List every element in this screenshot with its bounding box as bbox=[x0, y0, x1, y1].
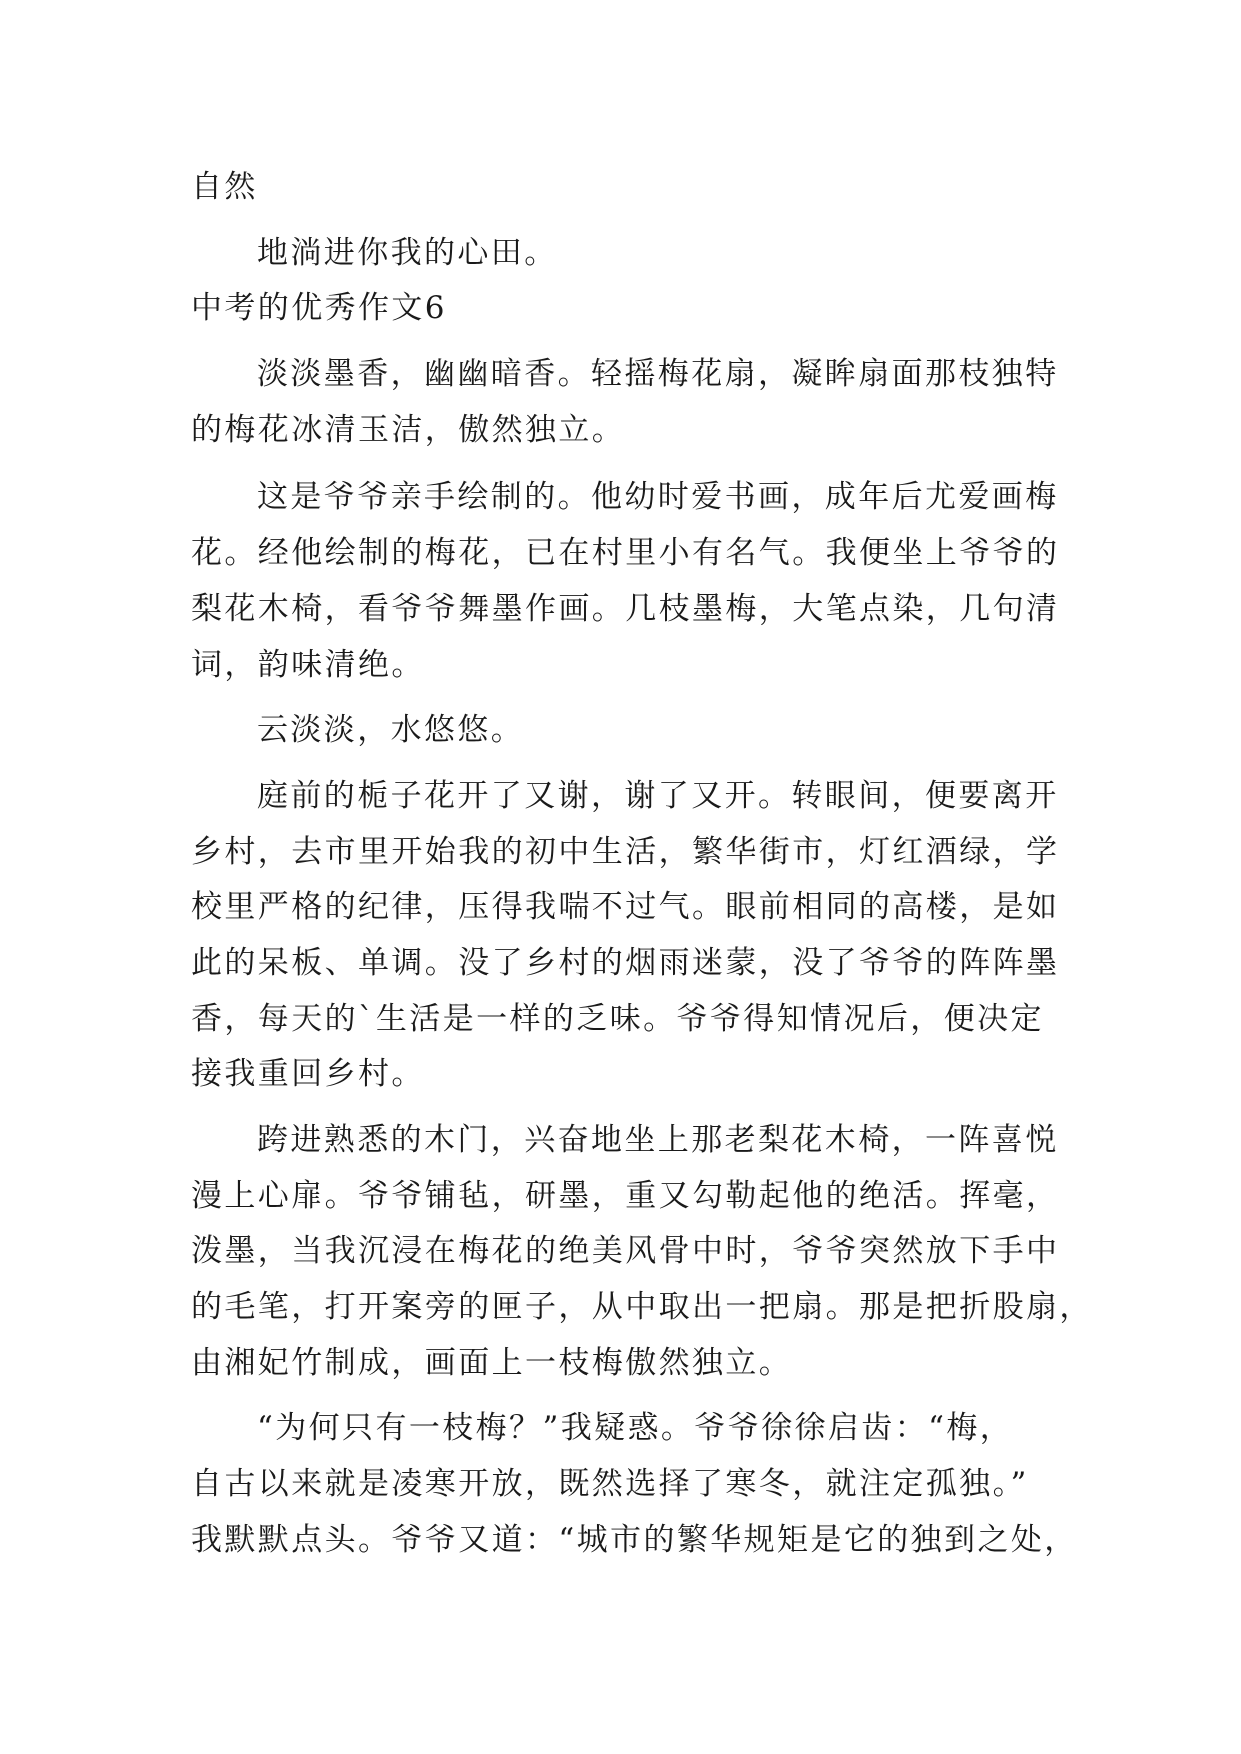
paragraph-line: 梨花木椅，看爷爷舞墨作画。几枝墨梅，大笔点染，几句清 bbox=[191, 590, 1060, 627]
paragraph-line: 由湘妃竹制成，画面上一枝梅傲然独立。 bbox=[191, 1344, 793, 1381]
paragraph-line: 这是爷爷亲手绘制的。他幼时爱书画，成年后尤爱画梅 bbox=[257, 479, 1059, 516]
paragraph-line: 我默默点头。爷爷又道：“城市的繁华规矩是它的独到之处， bbox=[191, 1521, 1078, 1558]
paragraph-line: 词，韵味清绝。 bbox=[191, 646, 425, 683]
paragraph-line: 花。经他绘制的梅花，已在村里小有名气。我便坐上爷爷的 bbox=[191, 535, 1060, 572]
paragraph-4 bbox=[191, 769, 1071, 1103]
paragraph-line: 庭前的栀子花开了又谢，谢了又开。转眼间，便要离开 bbox=[257, 777, 1059, 814]
document-body bbox=[191, 160, 1093, 1569]
paragraph-6 bbox=[191, 1401, 1078, 1568]
paragraph-line: 云淡淡，水悠悠。 bbox=[257, 712, 525, 749]
paragraph-line: 的毛笔，打开案旁的匣子，从中取出一把扇。那是把折股扇， bbox=[191, 1289, 1093, 1326]
paragraph-line: “为何只有一枝梅？”我疑惑。爷爷徐徐启齿：“梅， bbox=[257, 1410, 1014, 1447]
paragraph-line: 自古以来就是凌寒开放，既然选择了寒冬，就注定孤独。” bbox=[191, 1466, 1029, 1503]
paragraph-line: 淡淡墨香，幽幽暗香。轻摇梅花扇，凝眸扇面那枝独特 bbox=[257, 356, 1059, 393]
section-title: 中考的优秀作文6 bbox=[191, 290, 447, 327]
paragraph-line: 香，每天的`生活是一样的乏味。爷爷得知情况后，便决定 bbox=[191, 1000, 1044, 1037]
paragraph-line: 泼墨，当我沉浸在梅花的绝美风骨中时，爷爷突然放下手中 bbox=[191, 1233, 1060, 1270]
paragraph-line: 的梅花冰清玉洁，傲然独立。 bbox=[191, 411, 626, 448]
paragraph-line: 校里严格的纪律，压得我喘不过气。眼前相同的高楼，是如 bbox=[191, 889, 1060, 926]
paragraph-2 bbox=[191, 470, 1071, 693]
paragraph-line: 跨进熟悉的木门，兴奋地坐上那老梨花木椅，一阵喜悦 bbox=[257, 1122, 1059, 1158]
fragment-line-1: 自然 bbox=[191, 169, 258, 205]
paragraph-3 bbox=[191, 703, 1071, 759]
fragment-line-2: 地淌进你我的心田。 bbox=[257, 234, 558, 271]
paragraph-line: 此的呆板、单调。没了乡村的烟雨迷蒙，没了爷爷的阵阵墨 bbox=[191, 944, 1060, 981]
paragraph-1 bbox=[191, 347, 1071, 458]
paragraph-line: 乡村，去市里开始我的初中生活，繁华街市，灯红酒绿，学 bbox=[191, 833, 1060, 870]
paragraph-5 bbox=[191, 1113, 1093, 1391]
paragraph-line: 接我重回乡村。 bbox=[191, 1056, 425, 1093]
paragraph-line: 漫上心扉。爷爷铺毡，研墨，重又勾勒起他的绝活。挥毫， bbox=[191, 1177, 1060, 1214]
